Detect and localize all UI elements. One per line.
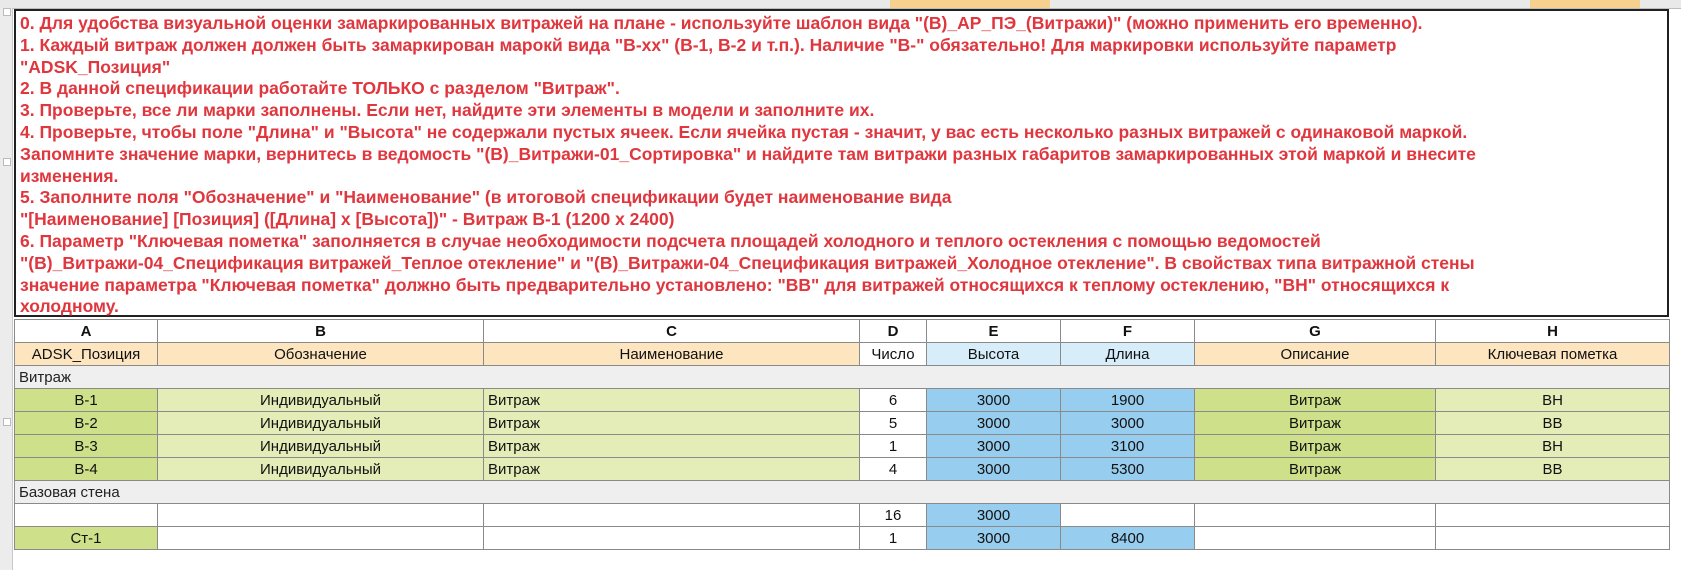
cell-key-note[interactable]: ВВ xyxy=(1436,412,1670,435)
column-letter-h[interactable]: H xyxy=(1436,320,1670,343)
window-top-tabs-strip xyxy=(0,0,1681,9)
header-count[interactable]: Число xyxy=(860,343,927,366)
header-designation[interactable]: Обозначение xyxy=(158,343,484,366)
note-line: "(В)_Витражи-04_Спецификация витражей_Теплое отекление" и "(В)_Витражи-04_Спецификация витражей_Холодное отекление". В свойствах типа витражной стены xyxy=(20,252,1475,273)
cell-height[interactable]: 3000 xyxy=(927,435,1061,458)
cell-count[interactable]: 6 xyxy=(860,389,927,412)
cell-key-note[interactable] xyxy=(1436,504,1670,527)
note-line: 3. Проверьте, все ли марки заполнены. Если нет, найдите эти элементы в модели и заполните их. xyxy=(20,100,875,121)
schedule-table xyxy=(14,319,1670,550)
cell-description[interactable]: Витраж xyxy=(1195,389,1436,412)
cell-count[interactable]: 5 xyxy=(860,412,927,435)
table-row[interactable] xyxy=(15,412,1670,435)
column-letter-e[interactable]: E xyxy=(927,320,1061,343)
table-row[interactable] xyxy=(15,389,1670,412)
header-height[interactable]: Высота xyxy=(927,343,1061,366)
header-adsk-position[interactable]: ADSK_Позиция xyxy=(15,343,158,366)
table-row[interactable] xyxy=(15,435,1670,458)
note-line: Запомните значение марки, вернитесь в ведомость "(В)_Витражи-01_Сортировка" и найдите там витражи разных габаритов замаркированных этой маркой и внесите xyxy=(20,143,1476,164)
cell-name[interactable] xyxy=(484,504,860,527)
column-header-row xyxy=(15,343,1670,366)
table-row[interactable] xyxy=(15,458,1670,481)
note-line: значение параметра "Ключевая пометка" должно быть предварительно установлено: "ВВ" для витражей относящихся к теплому остеклению, "ВН" относящихся к xyxy=(20,274,1450,295)
header-description[interactable]: Описание xyxy=(1195,343,1436,366)
cell-length[interactable]: 3000 xyxy=(1061,412,1195,435)
note-line: изменения. xyxy=(20,165,119,186)
group-title[interactable]: Базовая стена xyxy=(15,481,1670,504)
cell-name[interactable] xyxy=(484,527,860,550)
table-row[interactable] xyxy=(15,527,1670,550)
column-letter-g[interactable]: G xyxy=(1195,320,1436,343)
group-title[interactable]: Витраж xyxy=(15,366,1670,389)
column-letter-b[interactable]: B xyxy=(158,320,484,343)
gutter-icon xyxy=(3,8,11,16)
cell-description[interactable]: Витраж xyxy=(1195,435,1436,458)
column-letter-c[interactable]: C xyxy=(484,320,860,343)
cell-length[interactable]: 3100 xyxy=(1061,435,1195,458)
cell-designation[interactable]: Индивидуальный xyxy=(158,389,484,412)
note-line: 0. Для удобства визуальной оценки замаркированных витражей на плане - используйте шаблон вида "(В)_АР_ПЭ_(Витражи)" (можно применить его временно). xyxy=(20,13,1423,33)
cell-description[interactable] xyxy=(1195,504,1436,527)
cell-name[interactable]: Витраж xyxy=(484,412,860,435)
group-header-vitrazh xyxy=(15,366,1670,389)
cell-position[interactable]: В-1 xyxy=(15,389,158,412)
cell-height[interactable]: 3000 xyxy=(927,458,1061,481)
left-gutter xyxy=(0,8,13,570)
instruction-notes xyxy=(14,9,1669,317)
note-line: 5. Заполните поля "Обозначение" и "Наименование" (в итоговой спецификации будет наименование вида xyxy=(20,187,952,208)
cell-key-note[interactable]: ВВ xyxy=(1436,458,1670,481)
header-length[interactable]: Длина xyxy=(1061,343,1195,366)
note-line: холодному. xyxy=(20,296,119,317)
cell-count[interactable]: 1 xyxy=(860,435,927,458)
cell-count[interactable]: 4 xyxy=(860,458,927,481)
cell-height[interactable]: 3000 xyxy=(927,389,1061,412)
note-line: 2. В данной спецификации работайте ТОЛЬКО с разделом "Витраж". xyxy=(20,78,620,99)
note-line: 4. Проверьте, чтобы поле "Длина" и "Высота" не содержали пустых ячеек. Если ячейка пустая - значит, у вас есть несколько разных витражей с одинаковой маркой. xyxy=(20,121,1468,142)
cell-key-note[interactable]: ВН xyxy=(1436,435,1670,458)
active-tab-highlight[interactable] xyxy=(890,0,1050,8)
note-line: "[Наименование] [Позиция] ([Длина] х [Высота])" - Витраж В-1 (1200 х 2400) xyxy=(20,209,675,230)
cell-position[interactable] xyxy=(15,504,158,527)
cell-description[interactable] xyxy=(1195,527,1436,550)
note-line: 6. Параметр "Ключевая пометка" заполняется в случае необходимости подсчета площадей холодного и теплого остекления с помощью ведомостей xyxy=(20,230,1321,251)
cell-designation[interactable]: Индивидуальный xyxy=(158,412,484,435)
group-header-base-wall xyxy=(15,481,1670,504)
tab-highlight[interactable] xyxy=(1530,0,1640,8)
cell-key-note[interactable]: ВН xyxy=(1436,389,1670,412)
column-letter-d[interactable]: D xyxy=(860,320,927,343)
gutter-icon xyxy=(3,418,11,426)
cell-designation[interactable] xyxy=(158,504,484,527)
cell-position[interactable]: Ст-1 xyxy=(15,527,158,550)
cell-height[interactable]: 3000 xyxy=(927,412,1061,435)
gutter-icon xyxy=(3,158,11,166)
cell-length[interactable]: 8400 xyxy=(1061,527,1195,550)
header-name[interactable]: Наименование xyxy=(484,343,860,366)
note-line: 1. Каждый витраж должен должен быть замаркирован марокй вида "В-хх" (В-1, В-2 и т.п.). Наличие "В-" обязательно! Для маркировки используйте параметр xyxy=(20,34,1397,55)
cell-key-note[interactable] xyxy=(1436,527,1670,550)
cell-height[interactable]: 3000 xyxy=(927,504,1061,527)
cell-length[interactable]: 1900 xyxy=(1061,389,1195,412)
cell-designation[interactable]: Индивидуальный xyxy=(158,458,484,481)
cell-designation[interactable] xyxy=(158,527,484,550)
column-letter-row xyxy=(15,320,1670,343)
column-letter-a[interactable]: A xyxy=(15,320,158,343)
cell-position[interactable]: В-3 xyxy=(15,435,158,458)
cell-length[interactable]: 5300 xyxy=(1061,458,1195,481)
cell-description[interactable]: Витраж xyxy=(1195,412,1436,435)
cell-length[interactable] xyxy=(1061,504,1195,527)
cell-height[interactable]: 3000 xyxy=(927,527,1061,550)
cell-position[interactable]: В-2 xyxy=(15,412,158,435)
cell-name[interactable]: Витраж xyxy=(484,458,860,481)
cell-count[interactable]: 1 xyxy=(860,527,927,550)
cell-position[interactable]: В-4 xyxy=(15,458,158,481)
cell-name[interactable]: Витраж xyxy=(484,389,860,412)
table-row[interactable] xyxy=(15,504,1670,527)
cell-designation[interactable]: Индивидуальный xyxy=(158,435,484,458)
cell-count[interactable]: 16 xyxy=(860,504,927,527)
header-key-note[interactable]: Ключевая пометка xyxy=(1436,343,1670,366)
column-letter-f[interactable]: F xyxy=(1061,320,1195,343)
note-line: "ADSK_Позиция" xyxy=(20,56,171,77)
cell-description[interactable]: Витраж xyxy=(1195,458,1436,481)
cell-name[interactable]: Витраж xyxy=(484,435,860,458)
